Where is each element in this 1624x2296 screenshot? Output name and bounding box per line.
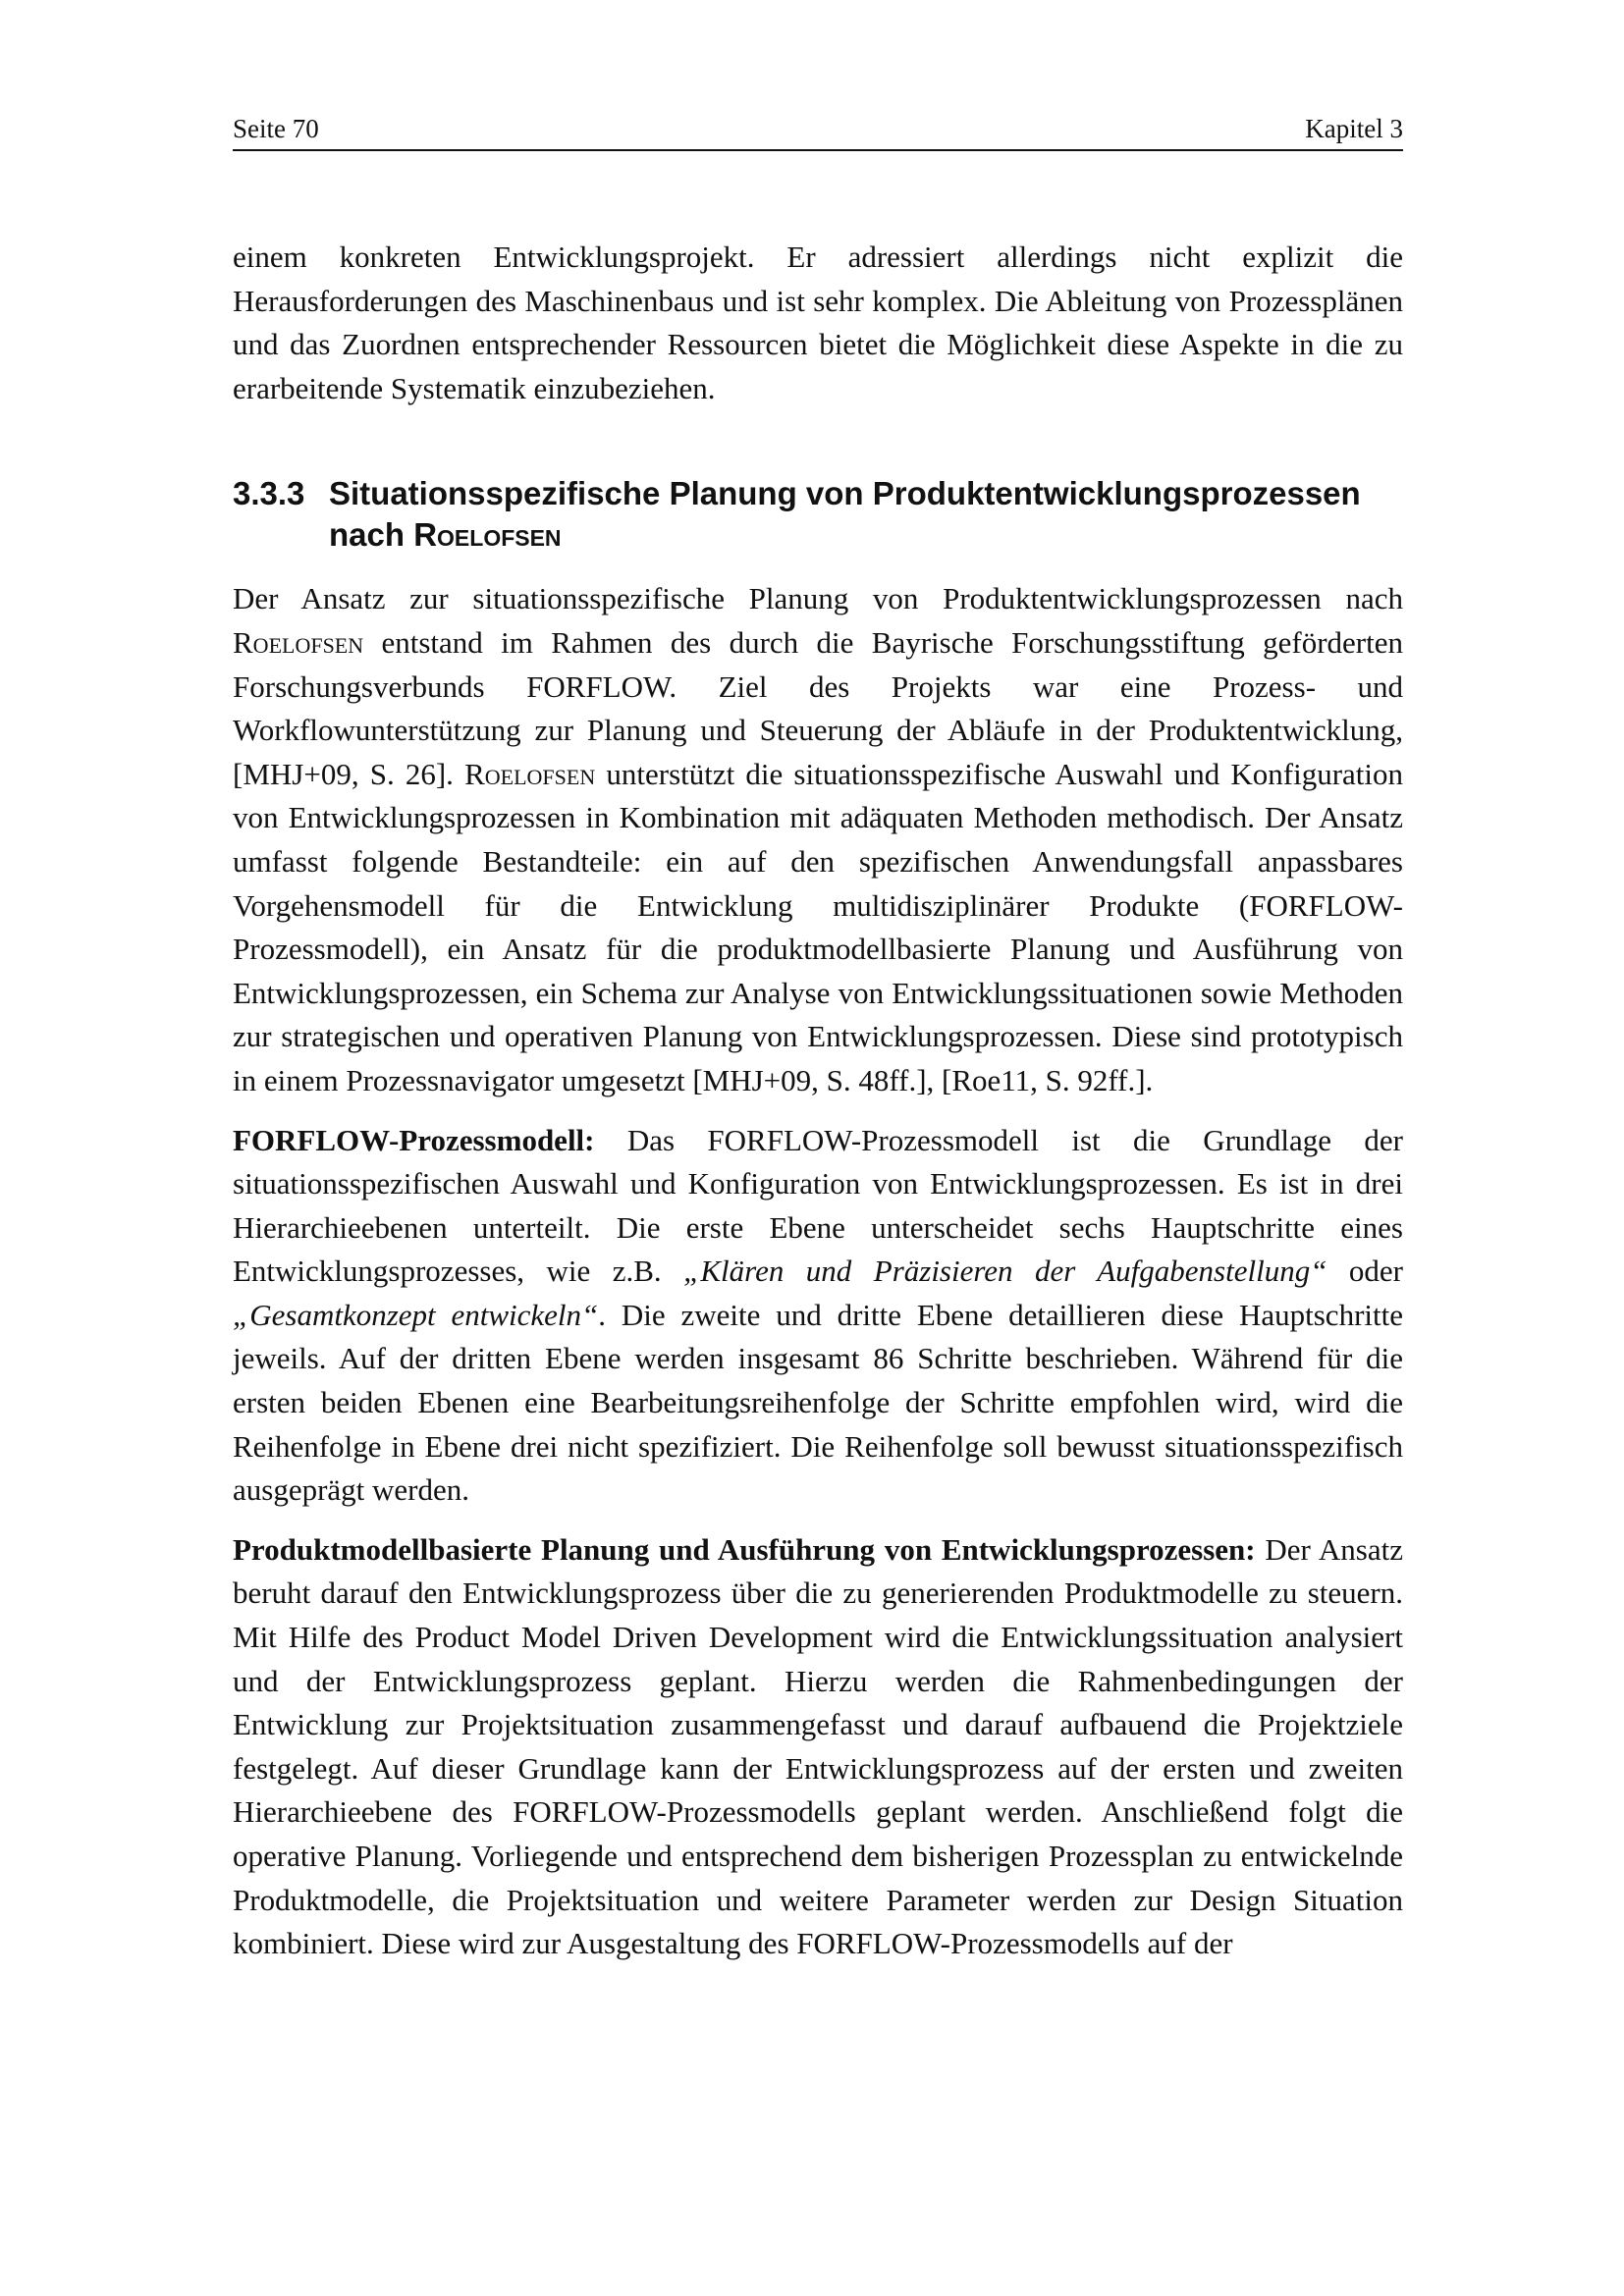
section-title-main: Situationsspezifische Planung von Produktentwicklungsprozessen nach [329,475,1361,554]
para1-part2: entstand im Rahmen des durch die Bayrische Forschungsstiftung geförderten Forschungsverbunds FORFLOW. Ziel des Projekts war eine Prozess- und Workflowunterstützung zur Planung und Steuerung der Abläufe in der Produktentwicklung, [MHJ+09, S. 26]. [233,624,1403,791]
quote-step-2: „Gesamtkonzept entwickeln“ [233,1297,599,1332]
para2-part1: Das FORFLOW-Prozessmodell ist die Grundlage der situationsspezifischen Auswahl und Konfiguration von Entwicklungsprozessen. Es ist in drei Hierarchieebenen unterteilt. Die erste Ebene unterscheidet sechs Hauptschritte eines Entwicklungsprozesses, wie z.B. [233,1122,1403,1289]
paragraph-label: FORFLOW-Prozessmodell: [233,1122,595,1157]
section-title [329,473,1403,556]
section-heading [233,473,1403,556]
page-number: Seite 70 [233,114,319,143]
paragraph-forflow-model [233,1119,1403,1513]
intro-text: einem konkreten Entwicklungsprojekt. Er adressiert allerdings nicht explizit die Herausforderungen des Maschinenbaus und ist sehr komplex. Die Ableitung von Prozessplänen und das Zuordnen entsprechender Ressourcen bietet die Möglichkeit diese Aspekte in die zu erarbeitende Systematik einzubeziehen. [233,240,1403,405]
chapter-label: Kapitel 3 [1305,114,1403,143]
para2-part2: . Die zweite und dritte Ebene detaillieren diese Hauptschritte jeweils. Auf der dritten Ebene werden insgesamt 86 Schritte beschrieben. Während für die ersten beiden Ebenen eine Bearbeitungsreihenfolge der Schritte empfohlen wird, wird die Reihenfolge in Ebene drei nicht spezifiziert. Die Reihenfolge soll bewusst situationsspezifisch ausgeprägt werden. [233,1297,1403,1508]
paragraph-label: Produktmodellbasierte Planung und Ausführung von Entwicklungsprozessen: [233,1531,1256,1567]
section-number: 3.3.3 [233,475,305,512]
page-header [233,106,1403,151]
author-name: Roelofsen [233,624,364,660]
page-body [233,236,1403,1966]
para1-part3: unterstützt die situationsspezifische Auswahl und Konfiguration von Entwicklungsprozessen in Kombination mit adäquaten Methoden methodisch. Der Ansatz umfasst folgende Bestandteile: ein auf den spezifischen Anwendungsfall anpassbares Vorgehensmodell für die Entwicklung multidisziplinärer Produkte (FORFLOW-Prozessmodell), ein Ansatz für die produktmodellbasierte Planung und Ausführung von Entwicklungsprozessen, ein Schema zur Analyse von Entwicklungssituationen sowie Methoden zur strategischen und operativen Planung von Entwicklungsprozessen. Diese sind prototypisch in einem Prozessnavigator umgesetzt [MHJ+09, S. 48ff.], [Roe11, S. 92ff.]. [233,756,1404,1097]
para1-part1: Der Ansatz zur situationsspezifische Planung von Produktentwicklungsprozessen nach [233,581,1403,616]
para2-connector: oder [1348,1254,1404,1289]
section-title-author: Roelofsen [413,516,562,554]
author-name: Roelofsen [464,756,596,791]
intro-paragraph [233,236,1403,410]
paragraph-roelofsen-approach [233,577,1403,1102]
para3-text: Der Ansatz beruht darauf den Entwicklungsprozess über die zu generierenden Produktmodelle zu steuern. Mit Hilfe des Product Model Driven Development wird die Entwicklungssituation analysiert und der Entwicklungsprozess geplant. Hierzu werden die Rahmenbedingungen der Entwicklung zur Projektsituation zusammengefasst und darauf aufbauend die Projektziele festgelegt. Auf dieser Grundlage kann der Entwicklungsprozess auf der ersten und zweiten Hierarchieebene des FORFLOW-Prozessmodells geplant werden. Anschließend folgt die operative Planung. Vorliegende und entsprechend dem bisherigen Prozessplan zu entwickelnde Produktmodelle, die Projektsituation und weitere Parameter werden zur Design Situation kombiniert. Diese wird zur Ausgestaltung des FORFLOW-Prozessmodells auf der [233,1531,1403,1961]
quote-step-1: „Klären und Präzisieren der Aufgabenstellung“ [683,1254,1327,1289]
paragraph-product-model-planning [233,1528,1403,1966]
